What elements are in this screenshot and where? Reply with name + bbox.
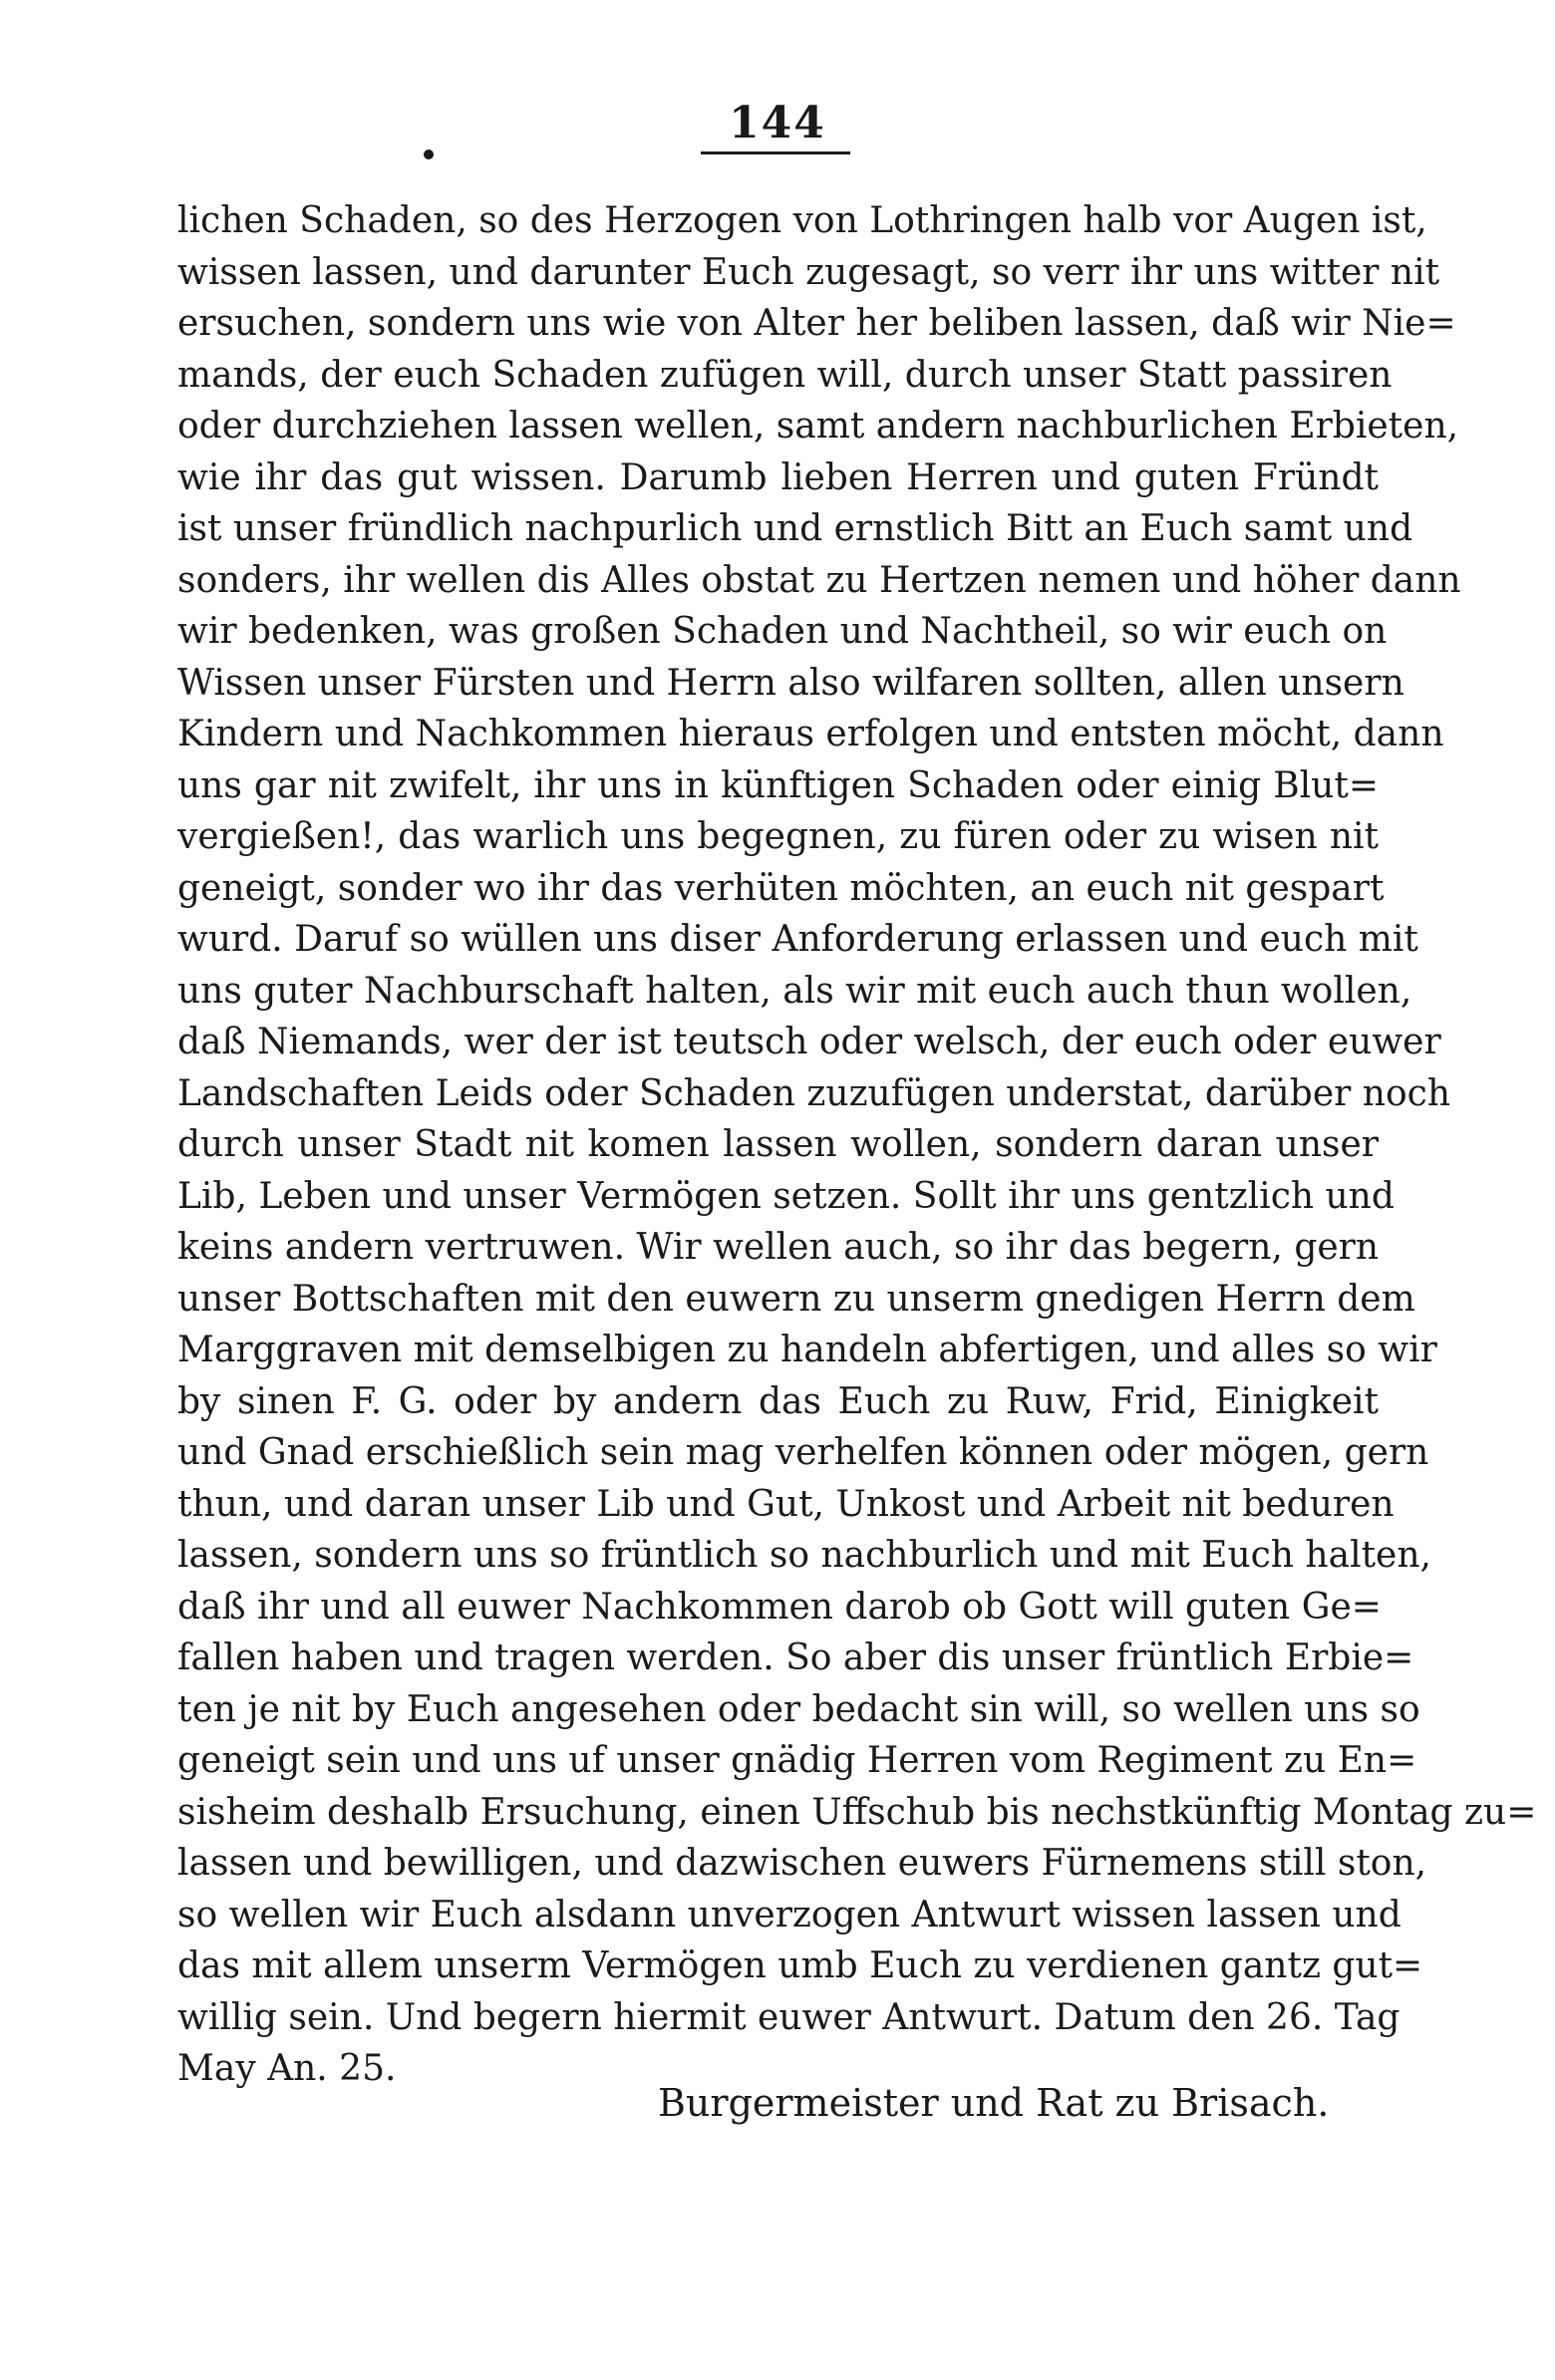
text-line: ersuchen, sondern uns wie von Alter her beliben lassen, daß wir Nie= (177, 303, 1456, 344)
text-line: lichen Schaden, so des Herzogen von Lothringen halb vor Augen ist, (177, 200, 1427, 241)
text-line: sisheim deshalb Ersuchung, einen Uffschub bis nechstkünftig Montag zu= (177, 1791, 1537, 1833)
text-line: ten je nit by Euch angesehen oder bedacht sin will, so wellen uns so (177, 1688, 1420, 1730)
page-number-rule (701, 151, 850, 154)
text-line: unser Bottschaften mit den euwern zu unserm gnedigen Herrn dem (177, 1278, 1415, 1320)
text-line: Wissen unser Fürsten und Herrn also wilfaren sollten, allen unsern (177, 662, 1404, 704)
text-line: und Gnad erschießlich sein mag verhelfen können oder mögen, gern (177, 1432, 1429, 1473)
page-number: 144 (729, 98, 826, 149)
signature-line: Burgermeister und Rat zu Brisach. (658, 2081, 1330, 2125)
letter-body (177, 195, 1537, 2095)
text-line: mands, der euch Schaden zufügen will, durch unser Statt passiren (177, 354, 1393, 396)
text-line: das mit allem unserm Vermögen umb Euch zu verdienen gantz gut= (177, 1945, 1423, 1986)
text-line: durch unser Stadt nit komen lassen wollen, sondern daran unser (177, 1124, 1379, 1165)
text-line: by sinen F. G. oder by andern das Euch zu Ruw, Frid, Einigkeit (177, 1380, 1379, 1422)
text-line: fallen haben und tragen werden. So aber dis unser früntlich Erbie= (177, 1637, 1414, 1678)
text-line: daß ihr und all euwer Nachkommen darob ob Gott will guten Ge= (177, 1586, 1382, 1628)
text-line-final: May An. 25. (177, 2048, 397, 2089)
text-line: daß Niemands, wer der ist teutsch oder welsch, der euch oder euwer (177, 1022, 1441, 1062)
text-line: geneigt, sonder wo ihr das verhüten möchten, an euch nit gespart (177, 867, 1385, 909)
text-line: keins andern vertruwen. Wir wellen auch, so ihr das begern, gern (177, 1227, 1380, 1268)
text-line: Kindern und Nachkommen hieraus erfolgen und entsten möcht, dann (177, 714, 1444, 754)
text-line: Landschaften Leids oder Schaden zuzufügen understat, darüber noch (177, 1072, 1451, 1114)
text-line: lassen, sondern uns so früntlich so nachburlich und mit Euch halten, (177, 1535, 1431, 1576)
text-line: wir bedenken, was großen Schaden und Nachtheil, so wir euch on (177, 611, 1388, 652)
text-line: lassen und bewilligen, und dazwischen euwers Fürnemens still ston, (177, 1843, 1427, 1884)
ink-speck (424, 149, 434, 159)
text-line: sonders, ihr wellen dis Alles obstat zu Hertzen nemen und höher dann (177, 559, 1461, 601)
text-line: so wellen wir Euch alsdann unverzogen Antwurt wissen lassen und (177, 1894, 1401, 1935)
text-line: wurd. Daruf so wüllen uns diser Anforderung erlassen und euch mit (177, 919, 1418, 960)
text-line: uns gar nit zwifelt, ihr uns in künftigen Schaden oder einig Blut= (177, 764, 1379, 806)
text-line: Marggraven mit demselbigen zu handeln abfertigen, und alles so wir (177, 1330, 1437, 1370)
text-line: willig sein. Und begern hiermit euwer Antwurt. Datum den 26. Tag (177, 1996, 1400, 2038)
text-line: vergießen!, das warlich uns begegnen, zu füren oder zu wisen nit (177, 816, 1379, 857)
text-line: oder durchziehen lassen wellen, samt andern nachburlichen Erbieten, (177, 406, 1459, 446)
text-line: thun, und daran unser Lib und Gut, Unkost und Arbeit nit beduren (177, 1483, 1395, 1525)
text-line: wie ihr das gut wissen. Darumb lieben Herren und guten Fründt (177, 456, 1379, 498)
text-line: uns guter Nachburschaft halten, als wir mit euch auch thun wollen, (177, 970, 1412, 1012)
text-line: Lib, Leben und unser Vermögen setzen. Sollt ihr uns gentzlich und (177, 1175, 1395, 1217)
text-line: geneigt sein und uns uf unser gnädig Herren vom Regiment zu En= (177, 1740, 1417, 1781)
text-line: wissen lassen, und darunter Euch zugesagt, so verr ihr uns witter nit (177, 251, 1440, 293)
text-line: ist unser fründlich nachpurlich und ernstlich Bitt an Euch samt und (177, 508, 1413, 549)
